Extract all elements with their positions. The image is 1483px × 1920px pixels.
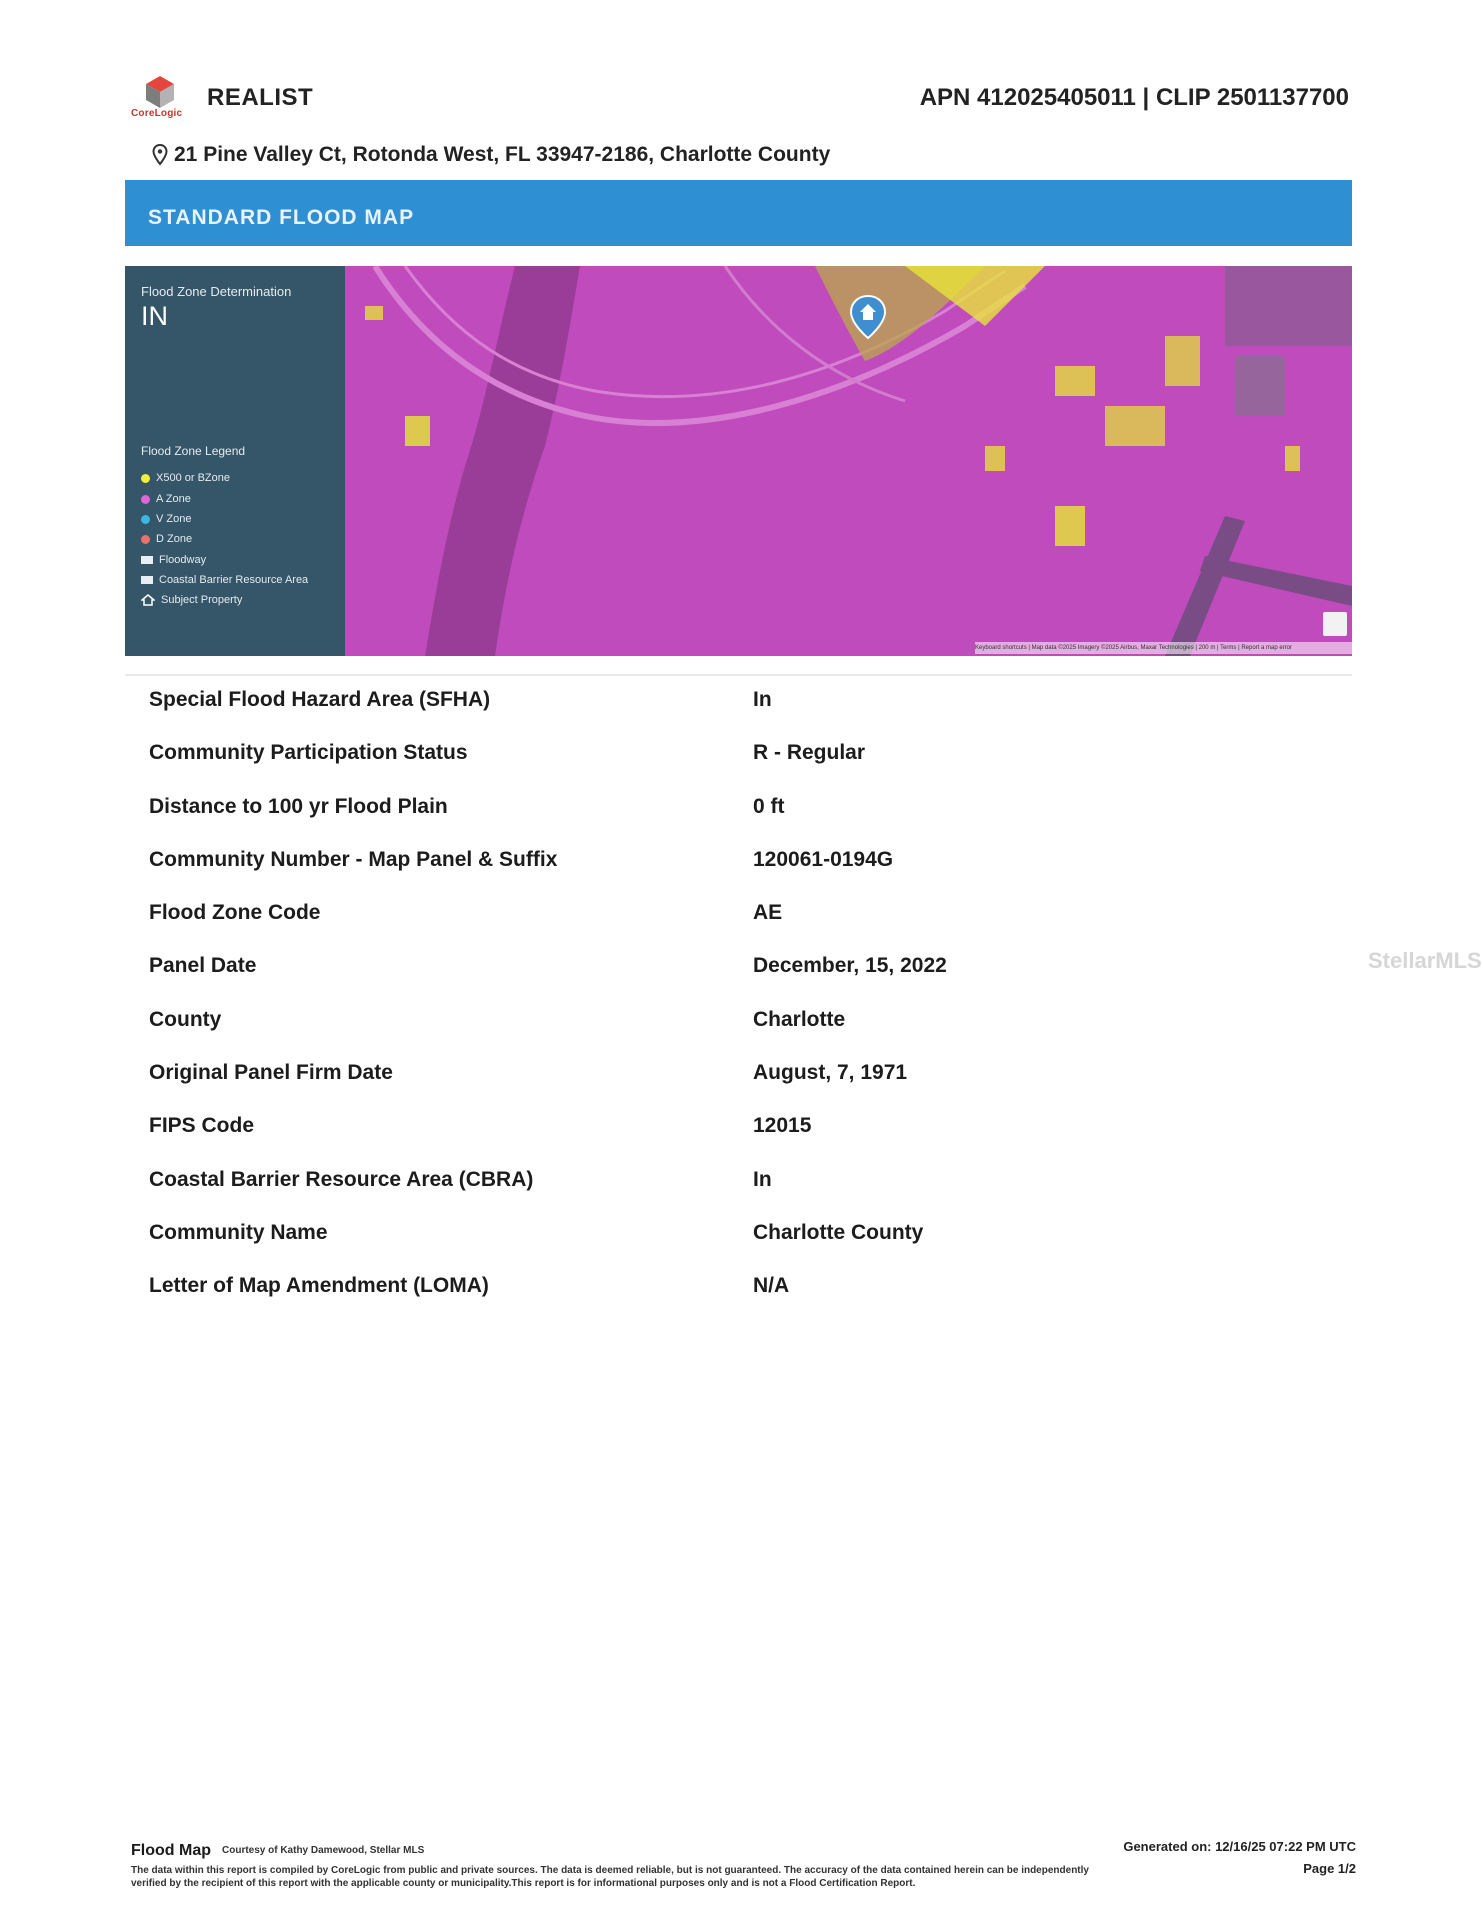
info-label: FIPS Code xyxy=(149,1114,255,1138)
info-label: Distance to 100 yr Flood Plain xyxy=(149,794,448,818)
section-title: STANDARD FLOOD MAP xyxy=(148,206,415,229)
info-row xyxy=(149,1155,1249,1208)
info-row xyxy=(149,1208,1249,1261)
info-row xyxy=(149,941,1249,994)
legend-item-cbra xyxy=(141,574,308,586)
address-text: 21 Pine Valley Ct, Rotonda West, FL 33947-2186, Charlotte County xyxy=(174,143,831,166)
legend-item-v-zone xyxy=(141,513,191,525)
magenta-dot-icon xyxy=(141,495,150,504)
legend-label: D Zone xyxy=(156,533,193,545)
info-row xyxy=(149,728,1249,781)
property-address xyxy=(152,143,830,167)
info-label: Panel Date xyxy=(149,954,257,978)
brand-name: REALIST xyxy=(207,84,314,111)
map-fullscreen-button[interactable] xyxy=(1323,612,1347,636)
info-label: Flood Zone Code xyxy=(149,901,321,925)
info-value: 0 ft xyxy=(753,794,785,818)
info-row xyxy=(149,1048,1249,1101)
legend-item-subject-property xyxy=(141,594,242,606)
legend-title: Flood Zone Legend xyxy=(141,444,246,458)
info-value: 12015 xyxy=(753,1114,812,1138)
info-value: Charlotte County xyxy=(753,1220,924,1244)
determination-value: IN xyxy=(141,301,168,331)
blue-dot-icon xyxy=(141,515,150,524)
info-row xyxy=(149,1101,1249,1154)
generated-timestamp: Generated on: 12/16/25 07:22 PM UTC xyxy=(1123,1839,1356,1854)
legend-label: Subject Property xyxy=(161,594,243,606)
info-value: December, 15, 2022 xyxy=(753,954,947,978)
watermark: StellarMLS xyxy=(1368,948,1482,973)
info-value: In xyxy=(753,1167,772,1191)
legend-label: A Zone xyxy=(156,493,191,505)
info-value: Charlotte xyxy=(753,1007,846,1031)
house-icon xyxy=(141,594,155,606)
info-label: Community Name xyxy=(149,1220,328,1244)
legend-label: Coastal Barrier Resource Area xyxy=(159,574,309,586)
info-label: Coastal Barrier Resource Area (CBRA) xyxy=(149,1167,534,1191)
red-dot-icon xyxy=(141,535,150,544)
info-value: AE xyxy=(753,901,783,925)
footer-courtesy: Courtesy of Kathy Damewood, Stellar MLS xyxy=(222,1845,425,1856)
info-row xyxy=(149,1261,1249,1314)
footer-disclaimer: The data within this report is compiled by CoreLogic from public and private sources. The data is deemed reliable, but is not guaranteed. The accuracy of the data contained herein can be independently verified by the recipient of this report with the applicable county or municipality.This report is for informational purposes only and is not a Flood Certification Report. xyxy=(131,1865,1089,1889)
flood-map-image[interactable] xyxy=(345,266,1352,656)
flood-info-table xyxy=(149,675,1249,1315)
info-label: Original Panel Firm Date xyxy=(149,1061,393,1085)
info-row xyxy=(149,835,1249,888)
info-label: Community Participation Status xyxy=(149,741,468,765)
legend-item-floodway xyxy=(141,554,206,566)
info-label: Special Flood Hazard Area (SFHA) xyxy=(149,688,491,711)
info-row xyxy=(149,782,1249,835)
info-value: R - Regular xyxy=(753,741,866,765)
apn-clip: APN 412025405011 | CLIP 2501137700 xyxy=(919,84,1349,111)
info-row xyxy=(149,675,1249,728)
location-pin-icon xyxy=(152,144,168,166)
info-value: August, 7, 1971 xyxy=(753,1061,908,1085)
legend-item-a-zone xyxy=(141,493,191,505)
legend-label: X500 or BZone xyxy=(156,472,230,484)
legend-label: Floodway xyxy=(159,554,207,566)
info-row xyxy=(149,995,1249,1048)
info-label: Community Number - Map Panel & Suffix xyxy=(149,847,558,871)
logo-text: CoreLogic xyxy=(131,108,183,119)
info-label: County xyxy=(149,1007,222,1031)
legend-item-d-zone xyxy=(141,533,192,545)
yellow-dot-icon xyxy=(141,474,150,483)
cbra-swatch-icon xyxy=(141,576,153,584)
map-attribution: Keyboard shortcuts | Map data ©2025 Imagery ©2025 Airbus, Maxar Technologies | 200 m | Terms | Report a map error xyxy=(975,642,1352,654)
determination-label: Flood Zone Determination xyxy=(141,284,292,299)
legend-item-x500 xyxy=(141,472,230,484)
info-row xyxy=(149,888,1249,941)
info-value: N/A xyxy=(753,1274,790,1298)
info-value: In xyxy=(753,688,772,711)
info-label: Letter of Map Amendment (LOMA) xyxy=(149,1274,489,1298)
floodway-swatch-icon xyxy=(141,556,153,564)
footer-title: Flood Map xyxy=(131,1842,211,1859)
legend-label: V Zone xyxy=(156,513,192,525)
info-value: 120061-0194G xyxy=(753,847,894,871)
page-number: Page 1/2 xyxy=(1303,1861,1356,1876)
